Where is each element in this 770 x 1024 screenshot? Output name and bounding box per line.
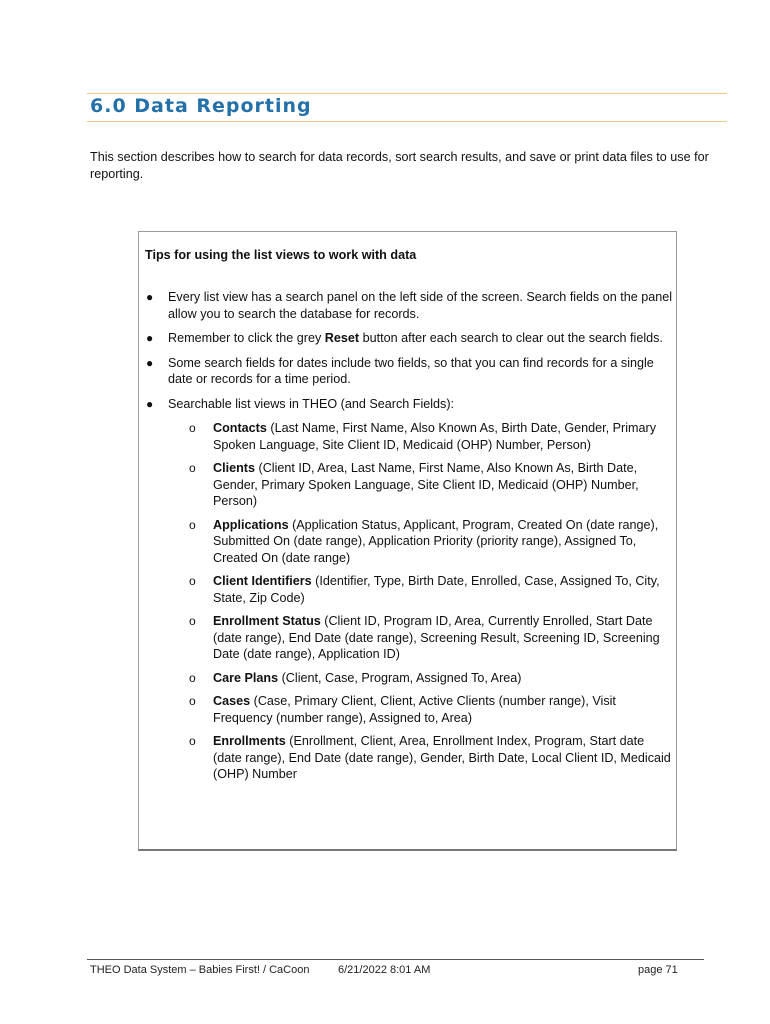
bullet-icon: ● xyxy=(146,331,154,345)
list-view-name: Enrollments xyxy=(213,734,286,748)
tip-text: Searchable list views in THEO (and Search Fields): xyxy=(168,396,455,411)
list-view-item-care-plans xyxy=(145,670,673,687)
list-view-item-enrollment-status xyxy=(145,613,673,663)
circle-bullet-icon: o xyxy=(189,734,196,748)
list-view-fields: (Enrollment, Client, Area, Enrollment Index, Program, Start date (date range), End Date (date range), Gender, Birth Date, Local Client ID, Medicaid (OHP) Number xyxy=(213,734,671,781)
list-view-item-enrollments xyxy=(145,733,673,783)
list-view-name: Enrollment Status xyxy=(213,614,321,628)
intro-paragraph: This section describes how to search for data records, sort search results, and save or print data files to use for reporting. xyxy=(90,150,709,181)
tip-item xyxy=(145,396,673,413)
footer-rule xyxy=(87,959,704,960)
circle-bullet-icon: o xyxy=(189,574,196,588)
tip-text: Some search fields for dates include two fields, so that you can find records for a single date or records for a time period. xyxy=(168,355,654,386)
footer-system-name: THEO Data System – Babies First! / CaCoon xyxy=(90,964,310,976)
list-view-fields: (Client ID, Program ID, Area, Currently Enrolled, Start Date (date range), End Date (date range), Screening Result, Screening ID, Screening Date (date range), Application ID) xyxy=(213,614,660,661)
tips-box-title: Tips for using the list views to work with data xyxy=(145,248,417,262)
bullet-icon: ● xyxy=(146,355,154,370)
footer-page-number: page 71 xyxy=(638,964,678,976)
circle-bullet-icon: o xyxy=(189,421,196,435)
circle-bullet-icon: o xyxy=(189,694,196,708)
bullet-icon: ● xyxy=(146,290,154,304)
list-view-name: Cases xyxy=(213,694,251,708)
bullet-icon: ● xyxy=(146,396,154,411)
list-view-name: Clients xyxy=(213,461,255,475)
list-view-fields: (Identifier, Type, Birth Date, Enrolled, Case, Assigned To, City, State, Zip Code) xyxy=(213,574,660,605)
list-view-item-client-identifiers xyxy=(145,573,673,606)
list-view-fields: (Client ID, Area, Last Name, First Name, Also Known As, Birth Date, Gender, Primary Spoken Language, Site Client ID, Medicaid (OHP) Number, Person) xyxy=(213,461,639,508)
tip-item xyxy=(145,355,673,388)
tip-item xyxy=(145,330,673,347)
circle-bullet-icon: o xyxy=(189,461,196,475)
list-view-fields: (Case, Primary Client, Client, Active Clients (number range), Visit Frequency (number range), Assigned to, Area) xyxy=(213,694,616,725)
list-view-fields: (Client, Case, Program, Assigned To, Area) xyxy=(278,670,522,685)
list-view-item-cases xyxy=(145,693,673,726)
footer-timestamp: 6/21/2022 8:01 AM xyxy=(338,964,431,976)
list-view-item-clients xyxy=(145,460,673,510)
list-view-item-contacts xyxy=(145,420,673,453)
circle-bullet-icon: o xyxy=(189,517,196,532)
list-view-fields: (Last Name, First Name, Also Known As, Birth Date, Gender, Primary Spoken Language, Site Client ID, Medicaid (OHP) Number, Person) xyxy=(213,421,657,452)
list-view-name: Care Plans xyxy=(213,670,279,685)
list-view-item-applications xyxy=(145,517,673,567)
heading-bottom-rule xyxy=(87,121,727,122)
list-view-fields: (Application Status, Applicant, Program, Created On (date range), Submitted On (date range), Application Priority (priority range), Assigned To, Created On (date range) xyxy=(213,517,659,565)
tip-item xyxy=(145,289,673,322)
circle-bullet-icon: o xyxy=(189,670,196,685)
list-view-name: Client Identifiers xyxy=(213,574,312,588)
list-view-name: Contacts xyxy=(213,421,267,435)
tip-text: Every list view has a search panel on the left side of the screen. Search fields on the panel allow you to search the database for records. xyxy=(168,290,673,321)
tip-text-after: button after each search to clear out the search fields. xyxy=(359,331,663,345)
reset-emphasis: Reset xyxy=(324,331,360,345)
section-heading: 6.0 Data Reporting xyxy=(90,95,312,117)
list-view-name: Applications xyxy=(213,517,289,532)
tip-text-before: Remember to click the grey xyxy=(168,331,325,345)
circle-bullet-icon: o xyxy=(189,614,196,628)
tips-box xyxy=(138,231,677,851)
tips-list xyxy=(145,289,673,783)
heading-top-rule xyxy=(87,93,727,94)
